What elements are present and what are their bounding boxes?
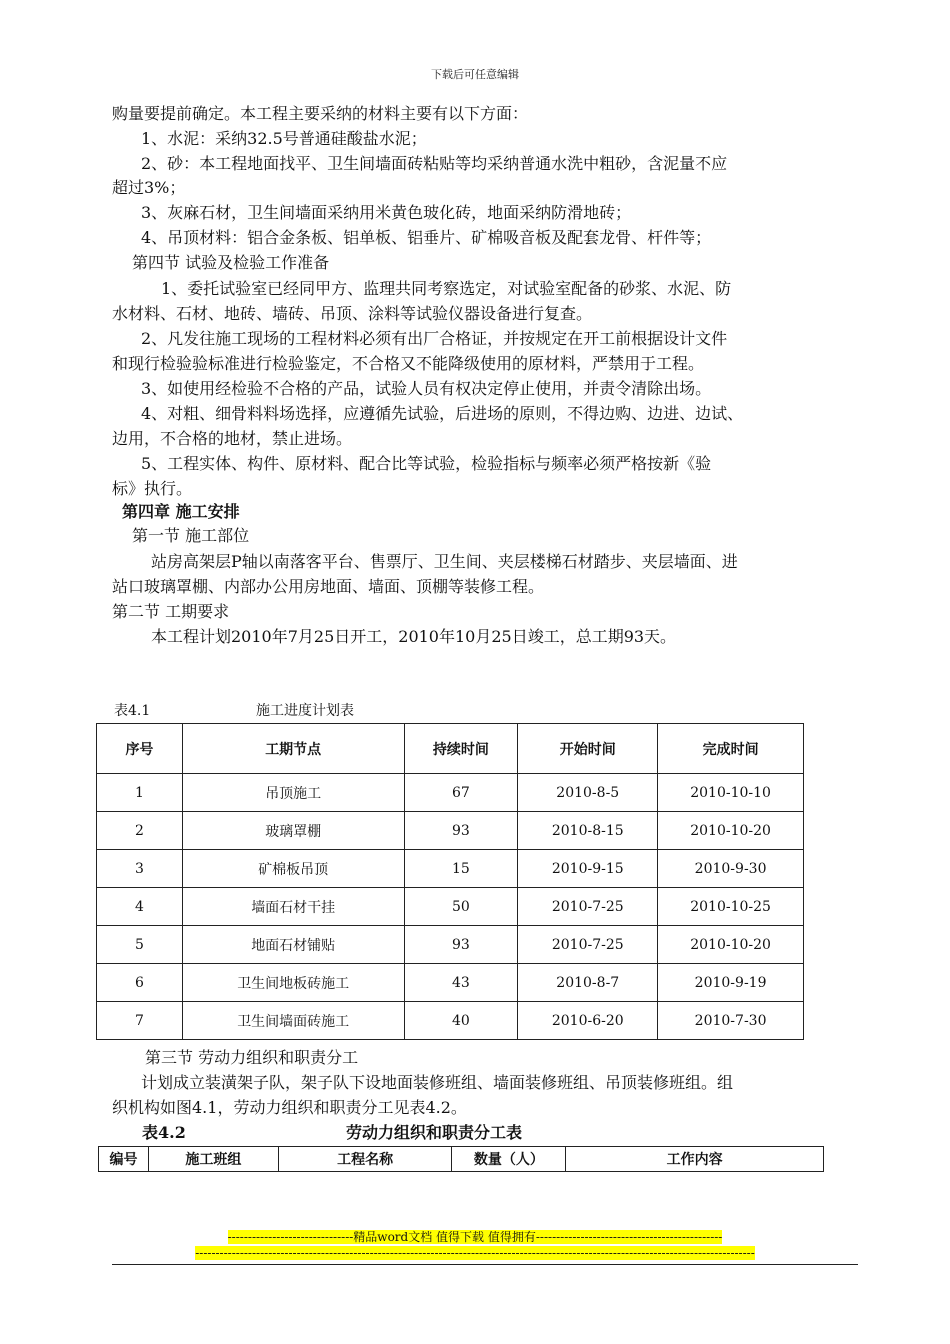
paragraph: 3、灰麻石材，卫生间墙面采纳用米黄色玻化砖，地面采纳防滑地砖； <box>141 203 632 222</box>
paragraph: 边用，不合格的地材，禁止进场。 <box>112 429 353 448</box>
section-heading: 第四节 试验及检验工作准备 <box>132 253 330 272</box>
paragraph: 2、砂：本工程地面找平、卫生间墙面砖粘贴等均采纳普通水洗中粗砂，含泥量不应 <box>141 154 728 173</box>
schedule-table <box>96 723 804 1040</box>
paragraph: 站口玻璃罩棚、内部办公用房地面、墙面、顶棚等装修工程。 <box>112 577 545 596</box>
table-cell: 2010-10-10 <box>658 774 804 812</box>
paragraph: 本工程计划2010年7月25日开工，2010年10月25日竣工，总工期93天。 <box>151 627 677 646</box>
table-cell: 5 <box>97 926 183 964</box>
column-header: 数量（人） <box>452 1147 566 1172</box>
footer-line-2: ------------------------------------------------------------------------------------------------------------------------------------------ <box>195 1246 755 1260</box>
table-cell: 2010-10-25 <box>658 888 804 926</box>
table-header-row <box>99 1147 824 1172</box>
footer-banner <box>0 1230 950 1244</box>
table-row <box>97 774 804 812</box>
footer-banner-2 <box>0 1246 950 1260</box>
table-cell: 2010-9-30 <box>658 850 804 888</box>
table-row <box>97 812 804 850</box>
table-cell: 墙面石材干挂 <box>182 888 404 926</box>
table-row <box>97 1002 804 1040</box>
table-row <box>97 888 804 926</box>
paragraph: 购量要提前确定。本工程主要采纳的材料主要有以下方面： <box>112 104 529 123</box>
footer-rule <box>112 1264 858 1265</box>
paragraph: 2、凡发往施工现场的工程材料必须有出厂合格证，并按规定在开工前根据设计文件 <box>141 329 728 348</box>
table-cell: 67 <box>404 774 518 812</box>
table-row <box>97 850 804 888</box>
column-header: 持续时间 <box>404 724 518 774</box>
table-cell: 2010-7-25 <box>518 888 658 926</box>
table-cell: 卫生间地板砖施工 <box>182 964 404 1002</box>
table-cell: 玻璃罩棚 <box>182 812 404 850</box>
table-cell: 4 <box>97 888 183 926</box>
section-heading: 第一节 施工部位 <box>132 526 250 545</box>
table-cell: 40 <box>404 1002 518 1040</box>
table-cell: 15 <box>404 850 518 888</box>
table-title: 劳动力组织和职责分工表 <box>346 1123 523 1142</box>
column-header: 工期节点 <box>182 724 404 774</box>
paragraph: 超过3%； <box>112 178 186 197</box>
column-header: 工程名称 <box>278 1147 452 1172</box>
column-header: 工作内容 <box>566 1147 824 1172</box>
column-header: 完成时间 <box>658 724 804 774</box>
paragraph: 5、工程实体、构件、原材料、配合比等试验，检验指标与频率必须严格按新《验 <box>141 454 712 473</box>
table-cell: 2010-6-20 <box>518 1002 658 1040</box>
footer-line-1: -------------------------------精品word文档 值得下载 值得拥有---------------------------------------------- <box>227 1230 723 1244</box>
table-cell: 3 <box>97 850 183 888</box>
paragraph: 计划成立装潢架子队，架子队下设地面装修班组、墙面装修班组、吊顶装修班组。组 <box>141 1073 734 1092</box>
table-label: 表4.2 <box>142 1123 186 1142</box>
table-cell: 2010-9-19 <box>658 964 804 1002</box>
table-cell: 卫生间墙面砖施工 <box>182 1002 404 1040</box>
table-title: 施工进度计划表 <box>256 703 354 719</box>
paragraph: 标》执行。 <box>112 479 193 498</box>
labor-table <box>98 1146 824 1172</box>
page-header: 下载后可任意编辑 <box>431 68 519 81</box>
table-cell: 2010-10-20 <box>658 926 804 964</box>
table-cell: 7 <box>97 1002 183 1040</box>
table-cell: 地面石材铺贴 <box>182 926 404 964</box>
column-header: 开始时间 <box>518 724 658 774</box>
table-cell: 2010-10-20 <box>658 812 804 850</box>
table-cell: 2010-9-15 <box>518 850 658 888</box>
table-cell: 93 <box>404 812 518 850</box>
table-cell: 6 <box>97 964 183 1002</box>
paragraph: 4、对粗、细骨料料场选择，应遵循先试验，后进场的原则，不得边购、边进、边试、 <box>141 404 744 423</box>
column-header: 序号 <box>97 724 183 774</box>
paragraph: 1、水泥：采纳32.5号普通硅酸盐水泥； <box>141 129 427 148</box>
table-cell: 93 <box>404 926 518 964</box>
chapter-heading: 第四章 施工安排 <box>122 502 240 521</box>
table-row <box>97 926 804 964</box>
paragraph: 水材料、石材、地砖、墙砖、吊顶、涂料等试验仪器设备进行复查。 <box>112 304 593 323</box>
section-heading: 第二节 工期要求 <box>112 602 230 621</box>
paragraph: 站房高架层P轴以南落客平台、售票厅、卫生间、夹层楼梯石材踏步、夹层墙面、进 <box>151 552 738 571</box>
paragraph: 和现行检验验标准进行检验鉴定，不合格又不能降级使用的原材料，严禁用于工程。 <box>112 354 705 373</box>
paragraph: 织机构如图4.1，劳动力组织和职责分工见表4.2。 <box>112 1098 467 1117</box>
paragraph: 4、吊顶材料：铝合金条板、铝单板、铝垂片、矿棉吸音板及配套龙骨、杆件等； <box>141 228 712 247</box>
table-cell: 吊顶施工 <box>182 774 404 812</box>
table-label: 表4.1 <box>114 703 151 719</box>
table-cell: 50 <box>404 888 518 926</box>
section-heading: 第三节 劳动力组织和职责分工 <box>145 1048 359 1067</box>
table-cell: 2010-7-25 <box>518 926 658 964</box>
table-cell: 2010-7-30 <box>658 1002 804 1040</box>
table-cell: 矿棉板吊顶 <box>182 850 404 888</box>
table-cell: 43 <box>404 964 518 1002</box>
column-header: 编号 <box>99 1147 149 1172</box>
table-cell: 2 <box>97 812 183 850</box>
column-header: 施工班组 <box>148 1147 278 1172</box>
table-cell: 2010-8-5 <box>518 774 658 812</box>
table-row <box>97 964 804 1002</box>
table-cell: 2010-8-15 <box>518 812 658 850</box>
table-cell: 1 <box>97 774 183 812</box>
paragraph: 1、委托试验室已经同甲方、监理共同考察选定，对试验室配备的砂浆、水泥、防 <box>161 279 732 298</box>
table-header-row <box>97 724 804 774</box>
table-cell: 2010-8-7 <box>518 964 658 1002</box>
paragraph: 3、如使用经检验不合格的产品，试验人员有权决定停止使用，并责令清除出场。 <box>141 379 712 398</box>
